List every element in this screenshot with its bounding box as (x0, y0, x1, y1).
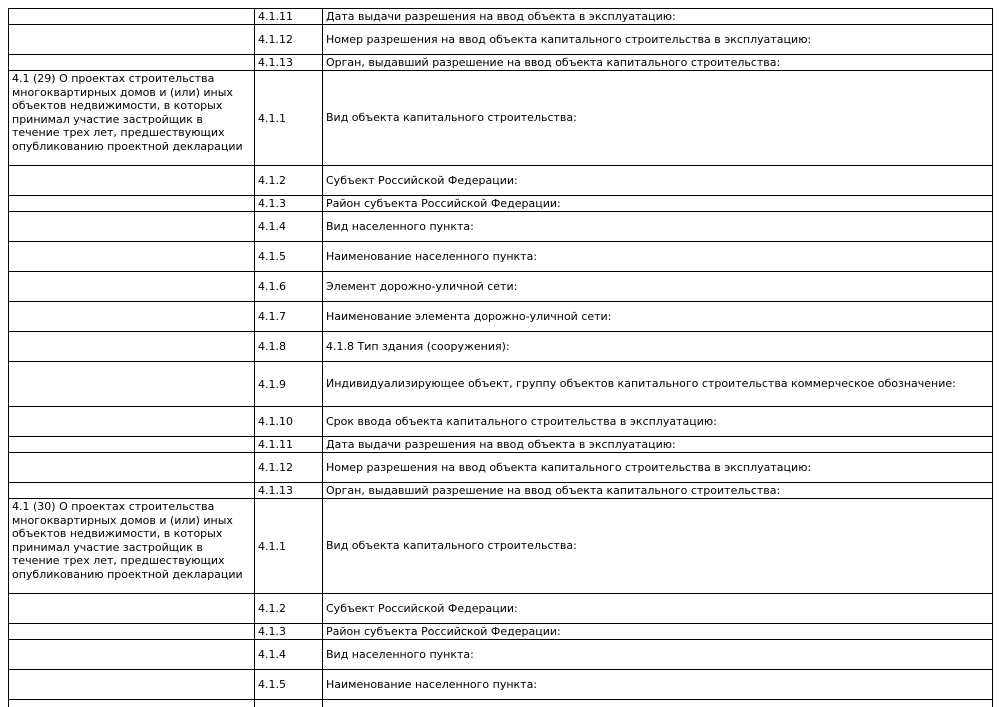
row-code-cell (255, 196, 323, 212)
row-code-cell (255, 25, 323, 55)
empty-left-cell (9, 670, 255, 700)
row-code: 4.1.11 (258, 10, 293, 23)
table-row (9, 166, 993, 196)
field-label: Элемент дорожно-уличной сети: (326, 279, 518, 293)
row-code-cell (255, 302, 323, 332)
empty-left-cell (9, 166, 255, 196)
row-code-cell (255, 453, 323, 483)
field-label: Дата выдачи разрешения на ввод объекта в эксплуатацию: (326, 437, 676, 451)
row-code-cell (255, 594, 323, 624)
empty-left-cell (9, 483, 255, 499)
row-content-cell (323, 25, 993, 55)
row-code: 4.1.5 (258, 678, 286, 691)
row-code-cell (255, 624, 323, 640)
row-code-cell (255, 483, 323, 499)
table-row (9, 407, 993, 437)
row-code-cell (255, 242, 323, 272)
empty-left-cell (9, 55, 255, 71)
row-code: 4.1.5 (258, 250, 286, 263)
row-code-cell (255, 166, 323, 196)
row-content-cell (323, 499, 993, 594)
table-row (9, 71, 993, 166)
row-code: 4.1.7 (258, 310, 286, 323)
empty-left-cell (9, 437, 255, 453)
row-content-cell (323, 272, 993, 302)
field-label: Дата выдачи разрешения на ввод объекта в эксплуатацию: (326, 9, 676, 23)
field-label: Район субъекта Российской Федерации: (326, 624, 561, 638)
table-row (9, 272, 993, 302)
field-label: Субъект Российской Федерации: (326, 601, 518, 615)
table-row (9, 483, 993, 499)
row-content-cell (323, 640, 993, 670)
table-row (9, 242, 993, 272)
row-code: 4.1.2 (258, 602, 286, 615)
row-code: 4.1.3 (258, 625, 286, 638)
empty-left-cell (9, 453, 255, 483)
row-code-cell (255, 272, 323, 302)
row-content-cell (323, 71, 993, 166)
empty-left-cell (9, 25, 255, 55)
row-code-cell (255, 437, 323, 453)
empty-left-cell (9, 212, 255, 242)
field-label: Орган, выдавший разрешение на ввод объекта капитального строительства: (326, 483, 781, 497)
field-label: Вид объекта капитального строительства: (326, 539, 577, 552)
field-label: Индивидуализирующее объект, группу объектов капитального строительства коммерческое обозначение: (326, 377, 956, 390)
field-label: Наименование элемента дорожно-уличной сети: (326, 309, 612, 323)
empty-left-cell (9, 272, 255, 302)
table-row (9, 453, 993, 483)
field-label: Вид населенного пункта: (326, 647, 474, 661)
table-row (9, 624, 993, 640)
row-code: 4.1.12 (258, 33, 293, 46)
row-content-cell (323, 212, 993, 242)
row-code-cell (255, 640, 323, 670)
row-content-cell (323, 453, 993, 483)
row-content-cell (323, 242, 993, 272)
empty-left-cell (9, 196, 255, 212)
field-label: Вид объекта капитального строительства: (326, 111, 577, 124)
row-content-cell (323, 362, 993, 407)
empty-left-cell (9, 362, 255, 407)
row-code-cell (255, 499, 323, 594)
row-content-cell (323, 670, 993, 700)
row-content-cell (323, 407, 993, 437)
empty-left-cell (9, 302, 255, 332)
row-code-cell (255, 71, 323, 166)
row-code-cell (255, 407, 323, 437)
field-label: Район субъекта Российской Федерации: (326, 196, 561, 210)
row-code: 4.1.4 (258, 220, 286, 233)
row-code: 4.1.8 (258, 340, 286, 353)
row-code: 4.1.13 (258, 56, 293, 69)
row-code: 4.1.12 (258, 461, 293, 474)
row-code-cell (255, 332, 323, 362)
row-code-cell (255, 700, 323, 707)
row-content-cell (323, 196, 993, 212)
table-row (9, 670, 993, 700)
row-code: 4.1.13 (258, 484, 293, 497)
empty-left-cell (9, 640, 255, 670)
field-label: Наименование населенного пункта: (326, 249, 538, 263)
row-code: 4.1.11 (258, 438, 293, 451)
field-label: Вид населенного пункта: (326, 219, 474, 233)
section-description-cell (9, 71, 255, 166)
row-code-cell (255, 212, 323, 242)
table-row (9, 499, 993, 594)
row-content-cell (323, 594, 993, 624)
section-description: 4.1 (29) О проектах строительства многоквартирных домов и (или) иных объектов недвижимости, в которых принимал участие застройщик в течение трех лет, предшествующих опубликованию проектной декларации (12, 72, 243, 153)
section-description: 4.1 (30) О проектах строительства многоквартирных домов и (или) иных объектов недвижимости, в которых принимал участие застройщик в течение трех лет, предшествующих опубликованию проектной декларации (12, 500, 243, 581)
empty-left-cell (9, 624, 255, 640)
row-code-cell (255, 9, 323, 25)
empty-left-cell (9, 594, 255, 624)
section-description-cell (9, 499, 255, 594)
empty-left-cell (9, 407, 255, 437)
field-label: Наименование населенного пункта: (326, 677, 538, 691)
row-code: 4.1.6 (258, 280, 286, 293)
row-content-cell (323, 9, 993, 25)
row-code-cell (255, 670, 323, 700)
row-content-cell (323, 437, 993, 453)
empty-left-cell (9, 700, 255, 707)
row-content-cell (323, 166, 993, 196)
row-content-cell (323, 483, 993, 499)
field-label: Номер разрешения на ввод объекта капитального строительства в эксплуатацию: (326, 32, 812, 46)
row-code-cell (255, 362, 323, 407)
row-code-cell (255, 55, 323, 71)
table-row (9, 362, 993, 407)
row-content-cell (323, 55, 993, 71)
empty-left-cell (9, 9, 255, 25)
field-label: Орган, выдавший разрешение на ввод объекта капитального строительства: (326, 55, 781, 69)
table-row (9, 594, 993, 624)
table-row (9, 700, 993, 707)
table-row (9, 196, 993, 212)
table-row (9, 640, 993, 670)
row-code: 4.1.3 (258, 197, 286, 210)
row-content-cell (323, 624, 993, 640)
empty-left-cell (9, 332, 255, 362)
table-row (9, 9, 993, 25)
row-code: 4.1.1 (258, 539, 286, 553)
row-code: 4.1.1 (258, 111, 286, 125)
row-code: 4.1.2 (258, 174, 286, 187)
row-content-cell (323, 332, 993, 362)
field-label: Номер разрешения на ввод объекта капитального строительства в эксплуатацию: (326, 460, 812, 474)
table-row (9, 302, 993, 332)
field-label: Субъект Российской Федерации: (326, 173, 518, 187)
row-code: 4.1.4 (258, 648, 286, 661)
declaration-table-body (9, 9, 993, 707)
declaration-table (8, 8, 993, 707)
table-row (9, 332, 993, 362)
field-label: Срок ввода объекта капитального строительства в эксплуатацию: (326, 414, 717, 428)
table-row (9, 55, 993, 71)
row-code: 4.1.9 (258, 377, 286, 391)
empty-left-cell (9, 242, 255, 272)
table-row (9, 437, 993, 453)
row-code: 4.1.10 (258, 415, 293, 428)
table-row (9, 25, 993, 55)
field-label: 4.1.8 Тип здания (сооружения): (326, 339, 510, 353)
table-row (9, 212, 993, 242)
row-content-cell (323, 302, 993, 332)
row-content-cell (323, 700, 993, 707)
